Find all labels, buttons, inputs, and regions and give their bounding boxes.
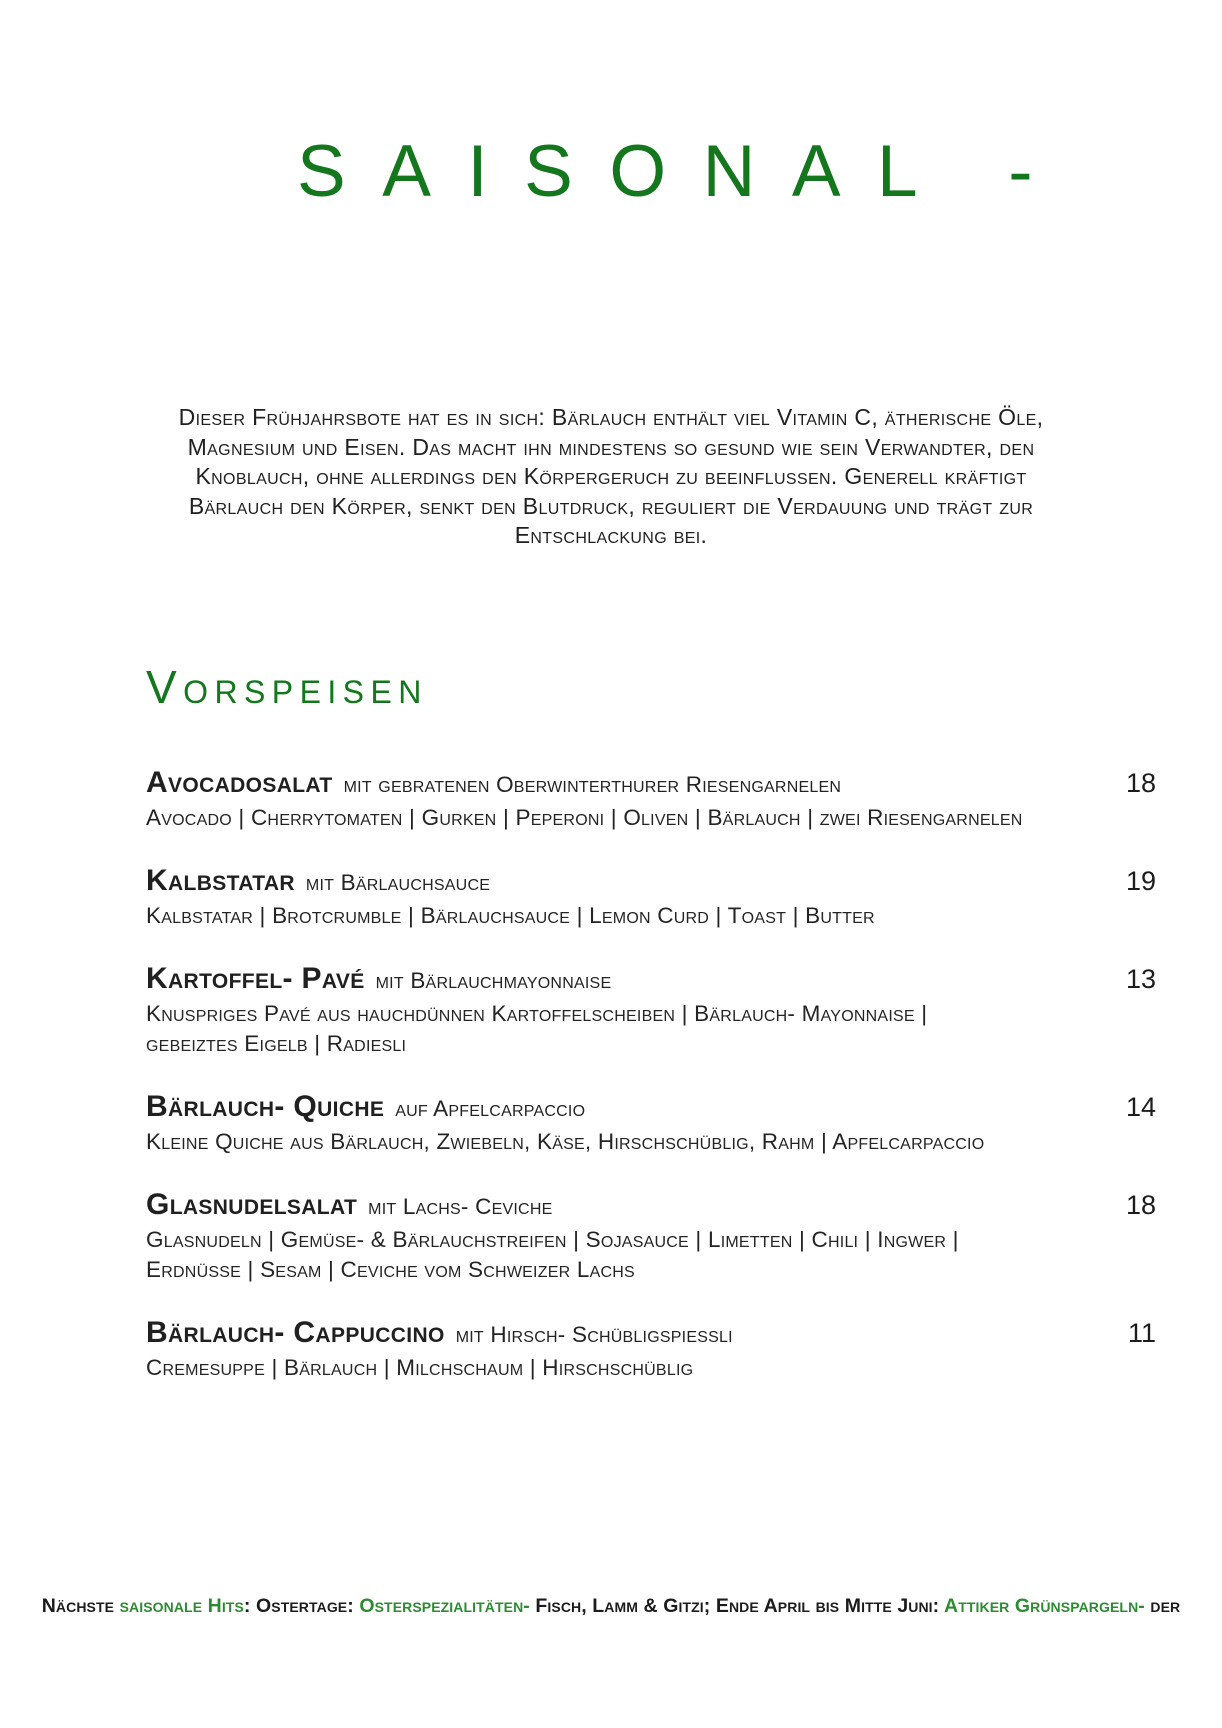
dish-subtitle: mit Bärlauchmayonnaise [375,968,612,993]
dish-kartoffel-pave [146,961,1156,1059]
footer-segment-accent: saisonale Hits [119,1595,244,1617]
footer-note [0,1594,1222,1618]
dish-kalbstatar [146,863,1156,931]
dish-glasnudelsalat [146,1187,1156,1285]
dish-baerlauch-quiche [146,1089,1156,1157]
footer-segment: : Ostertage: [243,1595,360,1617]
intro-paragraph [0,403,1222,551]
dish-description-line: Kalbstatar | Brotcrumble | Bärlauchsauce | Lemon Curd | Toast | Butter [146,903,875,928]
intro-line: Entschlackung bei. [514,522,708,548]
dish-subtitle: mit gebratenen Oberwinterthurer Riesengarnelen [343,772,842,797]
dish-subtitle: mit Hirsch- Schübligspiessli [455,1322,733,1347]
dish-subtitle: mit Bärlauchsauce [305,870,491,895]
dish-subtitle: mit Lachs- Ceviche [368,1194,553,1219]
footer-segment: der [1144,1595,1181,1617]
dish-description-line: Kleine Quiche aus Bärlauch, Zwiebeln, Käse, Hirschschüblig, Rahm | Apfelcarpaccio [146,1129,985,1154]
dish-name: Kartoffel- Pavé [146,962,365,995]
intro-line: Bärlauch den Körper, senkt den Blutdruck, reguliert die Verdauung und trägt zur [188,492,1034,519]
dish-head [146,1187,1156,1225]
dish-avocadosalat [146,765,1156,833]
dish-name: Kalbstatar [146,864,295,897]
dish-baerlauch-cappuccino [146,1315,1156,1383]
dish-price: 14 [1125,1092,1156,1122]
dish-description-line: Avocado | Cherrytomaten | Gurken | Peperoni | Oliven | Bärlauch | zwei Riesengarnelen [146,805,1023,830]
footer-segment: Nächste [41,1595,120,1617]
dish-name: Glasnudelsalat [146,1188,358,1221]
dish-description-line: Knuspriges Pavé aus hauchdünnen Kartoffelscheiben | Bärlauch- Mayonnaise | [146,1001,928,1026]
dish-description-line: gebeiztes Eigelb | Radiesli [146,1031,407,1056]
dish-description-line: Cremesuppe | Bärlauch | Milchschaum | Hirschschüblig [146,1355,694,1380]
page-title: SAISONAL - [297,131,1070,212]
dish-head [146,765,1156,803]
footer-segment: Fisch, Lamm & Gitzi; Ende April bis Mitte Juni: [529,1595,945,1617]
dish-head [146,1089,1156,1127]
section-heading-vorspeisen: Vorspeisen [146,661,428,713]
dish-price: 19 [1125,866,1156,896]
dish-price: 11 [1127,1318,1156,1348]
dish-head [146,1315,1156,1353]
footer-segment-accent: Attiker Grünspargeln- [944,1595,1145,1617]
intro-line: Dieser Frühjahrsbote hat es in sich: Bärlauch enthält viel Vitamin C, ätherische Öle, [178,404,1044,430]
dish-subtitle: auf Apfelcarpaccio [395,1096,586,1121]
dish-list [146,765,1156,1413]
intro-line: Magnesium und Eisen. Das macht ihn mindestens so gesund wie sein Verwandter, den [187,433,1035,460]
dish-price: 18 [1125,1190,1156,1220]
dish-description-line: Glasnudeln | Gemüse- & Bärlauchstreifen | Sojasauce | Limetten | Chili | Ingwer | [146,1227,959,1252]
dish-description-line: Erdnüsse | Sesam | Ceviche vom Schweizer Lachs [146,1257,635,1282]
dish-name: Avocadosalat [146,766,333,799]
dish-price: 18 [1125,768,1156,798]
dish-head [146,961,1156,999]
footer-segment-accent: Osterspezialitäten- [359,1595,530,1617]
dish-name: Bärlauch- Quiche [146,1090,385,1123]
dish-head [146,863,1156,901]
dish-name: Bärlauch- Cappuccino [146,1316,445,1349]
dish-price: 13 [1125,964,1156,994]
intro-line: Knoblauch, ohne allerdings den Körpergeruch zu beeinflussen. Generell kräftigt [195,463,1027,489]
